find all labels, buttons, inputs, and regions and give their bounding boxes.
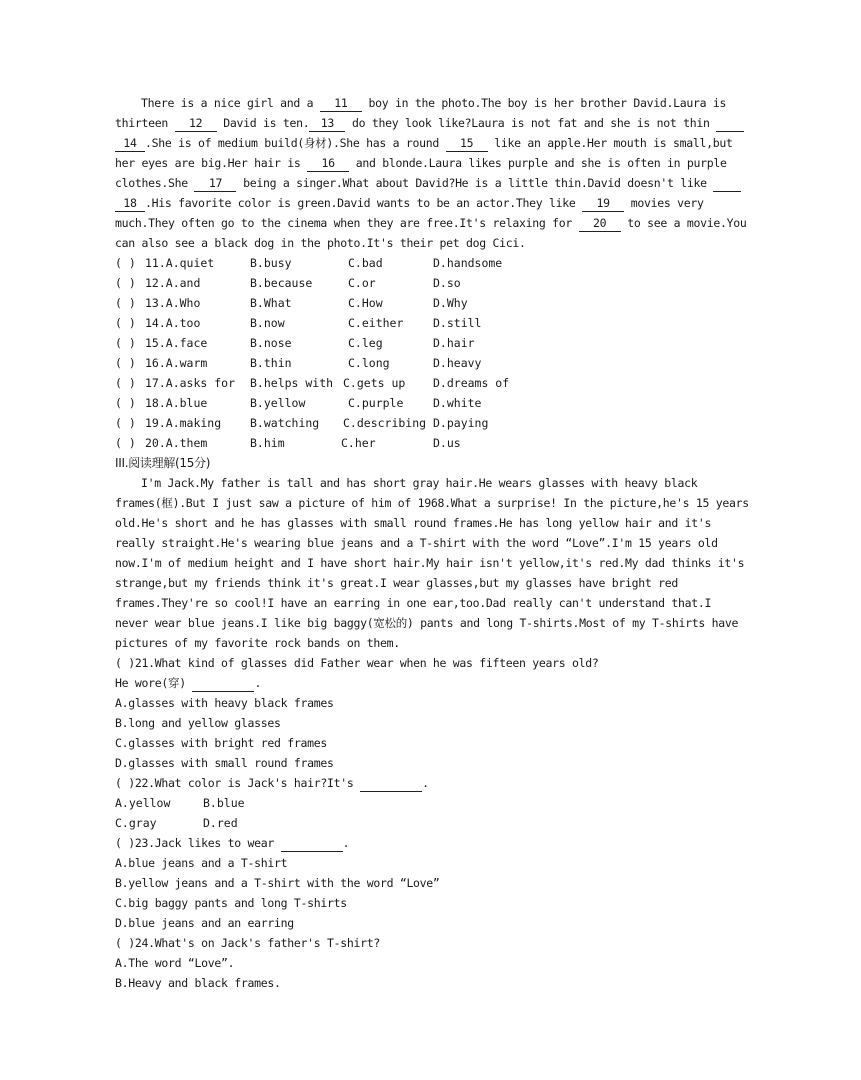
- passage-line: I'm Jack.My father is tall and has short gray hair.He wears glasses with heavy black: [141, 476, 698, 490]
- blank-19: 19: [582, 195, 624, 212]
- question-22: ( )22.What color is Jack's hair?It's . A.yellow B.blue C.gray D.red: [115, 773, 750, 833]
- answer-paren[interactable]: ( ): [115, 316, 136, 330]
- question-stem: 22.What color is Jack's hair?It's: [134, 776, 361, 790]
- option: C.big baggy pants and long T-shirts: [115, 896, 347, 910]
- blank-18-start: [713, 175, 741, 192]
- question-row-15: ( ) 15.A.face B.nose C.leg D.hair: [115, 333, 750, 353]
- question-row-16: ( ) 16.A.warm B.thin C.long D.heavy: [115, 353, 750, 373]
- passage-line: old.He's short and he has glasses with small round frames.He has long yellow hair and it's: [115, 516, 712, 530]
- option-row: A.yellow B.blue: [115, 796, 245, 810]
- option: D.blue jeans and an earring: [115, 916, 294, 930]
- question-row-17: ( ) 17.A.asks for B.helps with C.gets up D.dreams of: [115, 373, 750, 393]
- blank-14: 14: [115, 135, 145, 152]
- question-row-18: ( ) 18.A.blue B.yellow C.purple D.white: [115, 393, 750, 413]
- question-row-19: ( ) 19.A.making B.watching C.describing D.paying: [115, 413, 750, 433]
- passage-line: really straight.He's wearing blue jeans and a T-shirt with the word “Love”.I'm 15 years old: [115, 536, 718, 550]
- answer-paren[interactable]: ( ): [115, 396, 136, 410]
- blank-11: 11: [320, 95, 362, 112]
- section-title: III.阅读理解(15分): [115, 456, 211, 470]
- cloze-passage: [115, 93, 750, 253]
- passage-line: never wear blue jeans.I like big baggy(宽松的) pants and long T-shirts.Most of my T-shirts have: [115, 616, 739, 630]
- passage-line: can also see a black dog in the photo.It's their pet dog Cici.: [115, 236, 526, 250]
- question-row-20: ( ) 20.A.them B.him C.her D.us: [115, 433, 750, 453]
- answer-paren[interactable]: ( ): [115, 936, 135, 950]
- passage-line: thirteen 12 David is ten. 13 do they look like?Laura is not fat and she is not thin: [115, 113, 750, 133]
- option: B.long and yellow glasses: [115, 716, 281, 730]
- passage-line: now.I'm of medium height and I have short hair.My hair isn't yellow,it's red.My dad thinks it's: [115, 556, 745, 570]
- passage-line: her eyes are big.Her hair is 16 and blonde.Laura likes purple and she is often in purple: [115, 156, 727, 170]
- answer-blank[interactable]: [192, 675, 254, 692]
- question-24: [115, 933, 750, 993]
- option-row: C.gray D.red: [115, 816, 238, 830]
- answer-paren[interactable]: ( ): [115, 336, 136, 350]
- question-stem: 23.Jack likes to wear: [134, 836, 281, 850]
- answer-paren[interactable]: ( ): [115, 656, 135, 670]
- passage-line: strange,but my friends think it's great.I wear glasses,but my glasses have bright red: [115, 576, 679, 590]
- answer-paren[interactable]: ( ): [115, 296, 136, 310]
- option: A.glasses with heavy black frames: [115, 696, 334, 710]
- blank-13: 13: [309, 115, 345, 132]
- option: B.yellow jeans and a T-shirt with the word “Love”: [115, 876, 440, 890]
- option: B.Heavy and black frames.: [115, 976, 281, 990]
- question-row-12: ( ) 12.A.and B.because C.or D.so: [115, 273, 750, 293]
- answer-paren[interactable]: ( ): [115, 356, 136, 370]
- question-row-11: ( ) 11.A.quiet B.busy C.bad D.handsome: [115, 253, 750, 273]
- blank-17: 17: [194, 175, 236, 192]
- blank-18: 18: [115, 195, 145, 212]
- blank-16: 16: [307, 155, 349, 172]
- answer-paren[interactable]: ( ): [115, 416, 136, 430]
- question-stem: 21.What kind of glasses did Father wear when he was fifteen years old?: [134, 656, 599, 670]
- question-23: ( )23.Jack likes to wear . A.blue jeans and a T-shirt B.yellow jeans and a T-shirt with the word “Love” C.big baggy pants and long T-shirts D.blue jeans and an earring: [115, 833, 750, 933]
- passage-line: pictures of my favorite rock bands on them.: [115, 636, 400, 650]
- blank-14-start: [716, 115, 744, 132]
- blank-20: 20: [579, 215, 621, 232]
- passage-line: clothes.She 17 being a singer.What about David?He is a little thin.David doesn't like: [115, 173, 750, 193]
- passage-line: frames.They're so cool!I have an earring in one ear,too.Dad really can't understand that.I: [115, 596, 712, 610]
- blank-15: 15: [446, 135, 488, 152]
- answer-paren[interactable]: ( ): [115, 256, 136, 270]
- question-stem: 24.What's on Jack's father's T-shirt?: [134, 936, 380, 950]
- passage-line: frames(框).But I just saw a picture of him of 1968.What a surprise! In the picture,he's 15 years: [115, 496, 749, 510]
- passage-line: 14 .She is of medium build(身材).She has a round 15 like an apple.Her mouth is small,but: [115, 133, 750, 153]
- question-row-14: ( ) 14.A.too B.now C.either D.still: [115, 313, 750, 333]
- option: C.glasses with bright red frames: [115, 736, 327, 750]
- question-21: ( )21.What kind of glasses did Father wear when he was fifteen years old? He wore(穿) . A.glasses with heavy black frames B.long and yellow glasses C.glasses with bright red frames D.glasses with small round frames: [115, 653, 750, 773]
- answer-blank[interactable]: [360, 775, 422, 792]
- passage-line: much.They often go to the cinema when they are free.It's relaxing for 20 to see a movie.You: [115, 216, 747, 230]
- cloze-options: [115, 253, 750, 453]
- passage-line: 18 .His favorite color is green.David wants to be an actor.They like 19 movies very: [115, 193, 750, 213]
- option: A.blue jeans and a T-shirt: [115, 856, 288, 870]
- answer-paren[interactable]: ( ): [115, 276, 136, 290]
- reading-passage: [115, 473, 750, 653]
- answer-paren[interactable]: ( ): [115, 776, 135, 790]
- answer-paren[interactable]: ( ): [115, 436, 136, 450]
- question-row-13: ( ) 13.A.Who B.What C.How D.Why: [115, 293, 750, 313]
- answer-blank[interactable]: [281, 835, 343, 852]
- option: D.glasses with small round frames: [115, 756, 334, 770]
- blank-12: 12: [175, 115, 217, 132]
- answer-paren[interactable]: ( ): [115, 836, 135, 850]
- answer-paren[interactable]: ( ): [115, 376, 136, 390]
- passage-line: There is a nice girl and a 11 boy in the photo.The boy is her brother David.Laura is: [141, 96, 727, 110]
- worksheet-page: [115, 93, 750, 993]
- option: A.The word “Love”.: [115, 956, 235, 970]
